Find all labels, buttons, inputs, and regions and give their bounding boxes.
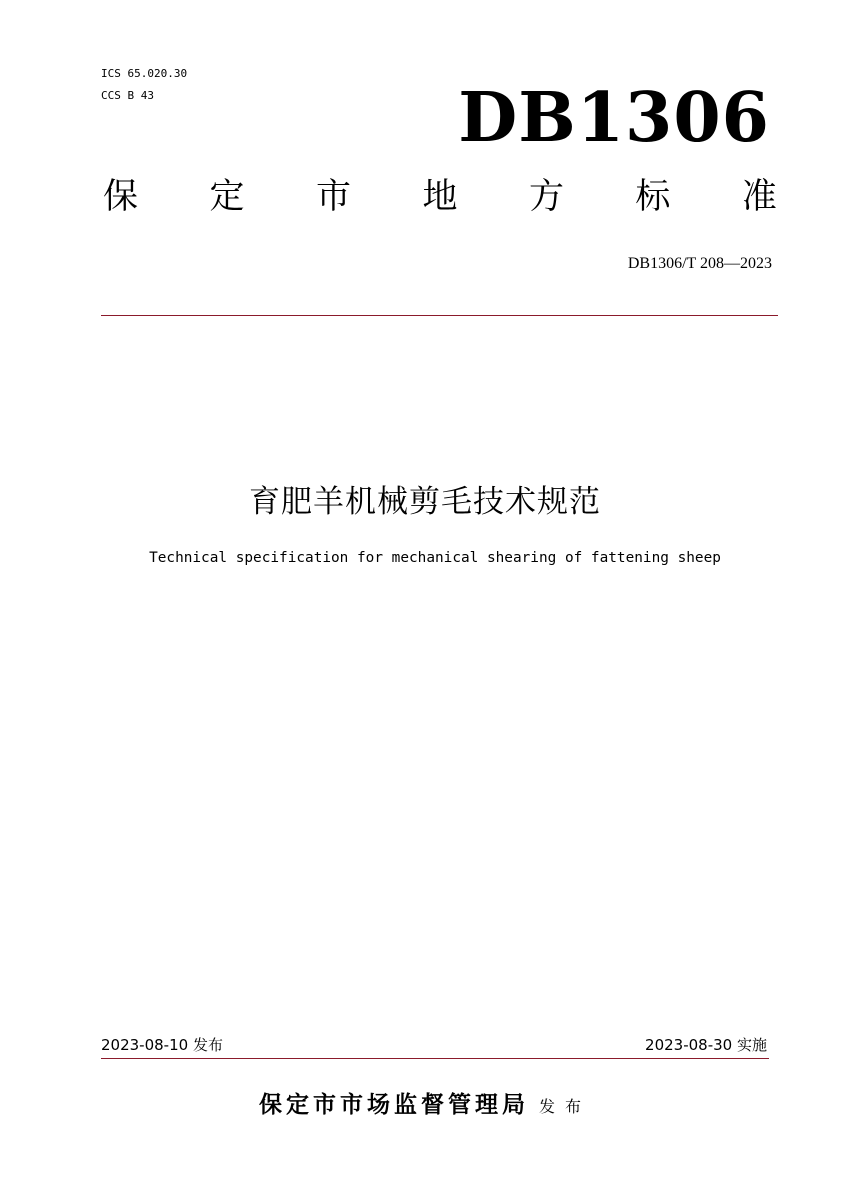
standard-type-char: 方: [528, 177, 564, 217]
date-row: [101, 1033, 767, 1057]
header-divider: [101, 315, 778, 316]
standard-type-char: 准: [741, 177, 777, 217]
standard-type-char: 市: [315, 177, 351, 217]
standard-type-char: 保: [103, 177, 139, 217]
footer-divider: [101, 1058, 769, 1059]
issue-date: 2023-08-10 发布: [101, 1036, 223, 1054]
document-title: 育肥羊机械剪毛技术规范: [249, 484, 601, 520]
publisher-line: [0, 1088, 850, 1124]
document-english-title: Technical specification for mechanical shearing of fattening sheep: [149, 550, 721, 566]
standard-type-char: 定: [209, 177, 245, 217]
ccs-code: CCS B 43: [101, 89, 154, 102]
publisher-action: 发布: [538, 1097, 591, 1116]
standard-type-char: 标: [635, 177, 671, 217]
ics-code: ICS 65.020.30: [101, 67, 188, 80]
publisher-name: 保定市市场监督管理局: [258, 1092, 529, 1118]
implementation-date: 2023-08-30 实施: [645, 1036, 767, 1054]
standard-number: DB1306/T 208—2023: [627, 255, 772, 272]
standard-code-mark: DB1306: [458, 78, 770, 158]
classification-codes: [101, 63, 187, 107]
standard-type-title: [103, 172, 777, 222]
standard-type-char: 地: [422, 177, 458, 217]
